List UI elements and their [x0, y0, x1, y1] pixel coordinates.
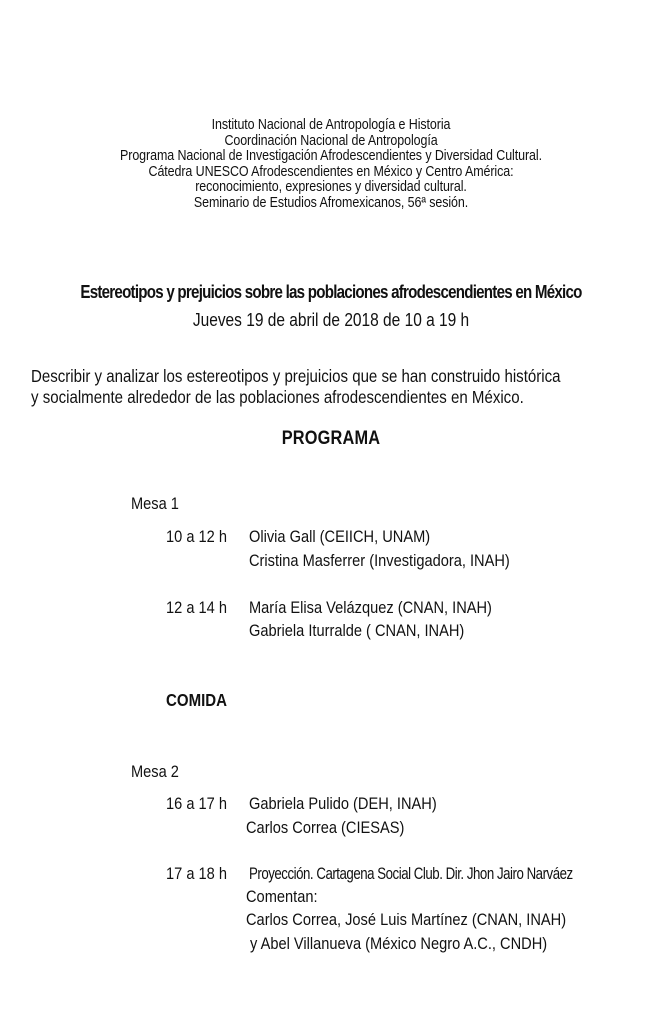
break-label: COMIDA: [166, 690, 228, 710]
header-line: Seminario de Estudios Afromexicanos, 56ª sesión.: [193, 194, 469, 211]
slot-time: 17 a 18 h: [166, 864, 227, 883]
slot-time: 12 a 14 h: [166, 598, 227, 617]
header-line: Coordinación Nacional de Antropología: [224, 132, 438, 149]
slot-time: 10 a 12 h: [166, 527, 227, 546]
participant-line: Gabriela Iturralde ( CNAN, INAH): [249, 621, 465, 640]
header-line: reconocimiento, expresiones y diversidad cultural.: [195, 179, 467, 195]
participant-line: María Elisa Velázquez (CNAN, INAH): [249, 598, 492, 617]
participant-line: Olivia Gall (CEIICH, UNAM): [249, 527, 431, 546]
event-title: Estereotipos y prejuicios sobre las poblaciones afrodescendientes en México: [80, 282, 582, 302]
header-line: Instituto Nacional de Antropología e Historia: [211, 117, 451, 133]
participant-line: Cristina Masferrer (Investigadora, INAH): [249, 551, 510, 570]
header-line: Cátedra UNESCO Afrodescendientes en México y Centro América:: [148, 163, 514, 180]
participant-line: Carlos Correa (CIESAS): [246, 818, 405, 837]
description-line: Describir y analizar los estereotipos y prejuicios que se han construido histórica: [31, 366, 561, 386]
screening-line: Proyección. Cartagena Social Club. Dir. Jhon Jairo Narváez: [249, 864, 573, 883]
event-description: [31, 366, 564, 408]
participant-line: Gabriela Pulido (DEH, INAH): [249, 794, 437, 813]
participant-line: Carlos Correa, José Luis Martínez (CNAN, INAH): [246, 910, 567, 929]
participant-line: y Abel Villanueva (México Negro A.C., CNDH): [250, 934, 548, 953]
mesa-1-label: Mesa 1: [131, 494, 179, 513]
event-date: Jueves 19 de abril de 2018 de 10 a 19 h: [192, 310, 470, 330]
mesa-2-label: Mesa 2: [131, 762, 179, 781]
program-heading: PROGRAMA: [281, 428, 381, 449]
comment-label: Comentan:: [246, 887, 318, 906]
institution-header: [46, 118, 615, 211]
header-line: Programa Nacional de Investigación Afrodescendientes y Diversidad Cultural.: [120, 148, 542, 164]
description-line: y socialmente alrededor de las poblaciones afrodescendientes en México.: [31, 387, 524, 407]
slot-time: 16 a 17 h: [166, 794, 227, 813]
